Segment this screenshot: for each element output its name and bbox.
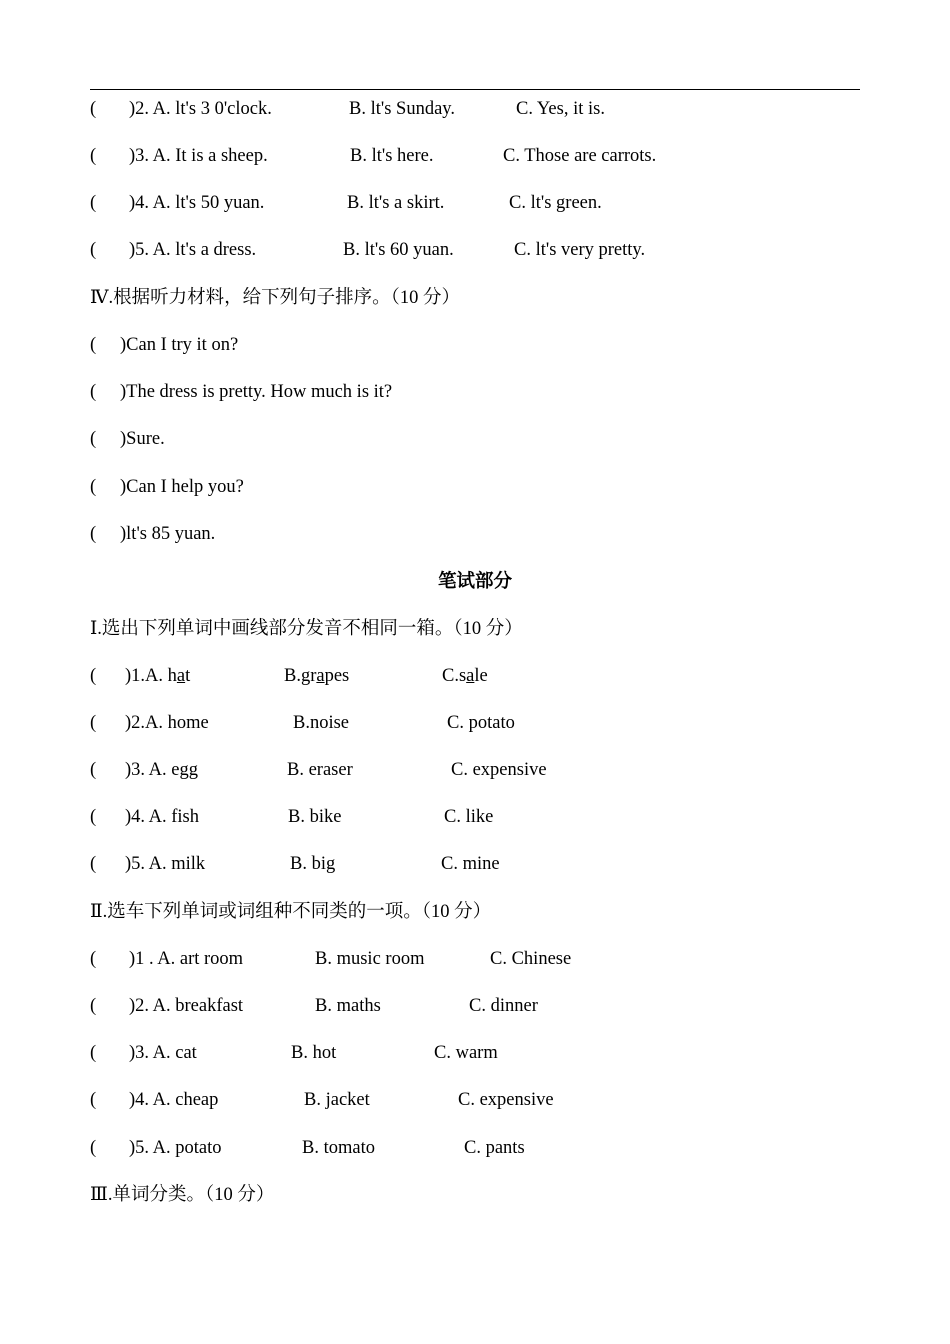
question-row [90, 238, 646, 262]
header-rule [90, 89, 860, 90]
option-a: )4. A. fish [125, 807, 199, 827]
option-b: B. hot [291, 1043, 337, 1063]
answer-blank: ( [90, 760, 97, 780]
option-c: C. pants [464, 1138, 525, 1158]
option-b: B. big [290, 854, 336, 874]
option-c: C. Those are carrots. [503, 146, 657, 166]
question-row [90, 947, 572, 971]
ordering-item [90, 522, 216, 546]
option-c: C. potato [447, 713, 515, 733]
ordering-item [90, 333, 239, 357]
answer-blank: ( [90, 949, 97, 969]
section-title: Ⅲ.单词分类。（10 分） [90, 1185, 275, 1205]
ordering-item [90, 427, 165, 451]
answer-blank: ( [90, 429, 97, 449]
answer-blank: ( [90, 335, 97, 355]
option-c: C. like [444, 807, 494, 827]
question-row [90, 852, 500, 876]
section-title: Ⅱ.选车下列单词或词组种不同类的一项。（10 分） [90, 902, 492, 922]
question-row [90, 805, 494, 829]
option-a: )5. A. milk [125, 854, 206, 874]
part-heading: 笔试部分 [437, 572, 512, 592]
option-a: )5. A. potato [129, 1138, 222, 1158]
answer-blank: ( [90, 146, 97, 166]
ordering-item [90, 380, 393, 404]
option-a: )1.A. hat [125, 666, 191, 686]
option-a: )4. A. lt's 50 yuan. [129, 193, 265, 213]
option-b: B. lt's a skirt. [347, 193, 445, 213]
sentence: )Can I try it on? [120, 335, 239, 355]
underlined-letter: a [316, 666, 325, 686]
answer-blank: ( [90, 477, 97, 497]
question-row [90, 1136, 525, 1160]
question-row [90, 144, 657, 168]
option-c: C. expensive [451, 760, 547, 780]
option-a: )2. A. breakfast [129, 996, 244, 1016]
underlined-letter: a [466, 666, 475, 686]
option-b: B. music room [315, 949, 425, 969]
option-a: )2. A. lt's 3 0'clock. [129, 99, 272, 119]
option-b: B. lt's Sunday. [349, 99, 455, 119]
section-title: Ⅳ.根据听力材料，给下列句子排序。（10 分） [90, 288, 460, 308]
answer-blank: ( [90, 99, 97, 119]
sentence: )Sure. [120, 429, 165, 449]
option-c: C. expensive [458, 1090, 554, 1110]
answer-blank: ( [90, 713, 97, 733]
sentence: )lt's 85 yuan. [120, 524, 216, 544]
option-b: B. lt's 60 yuan. [343, 240, 454, 260]
question-row [90, 1041, 498, 1065]
question-row [90, 664, 488, 688]
section-title: Ⅰ.选出下列单词中画线部分发音不相同一箱。（10 分） [90, 619, 523, 639]
answer-blank: ( [90, 193, 97, 213]
option-c: C. Yes, it is. [516, 99, 605, 119]
option-c: C. lt's green. [509, 193, 602, 213]
option-a: )4. A. cheap [129, 1090, 219, 1110]
option-a: )2.A. home [125, 713, 209, 733]
option-b: B. maths [315, 996, 381, 1016]
option-b: B. lt's here. [350, 146, 434, 166]
question-row [90, 1088, 554, 1112]
option-a: )1 . A. art room [129, 949, 244, 969]
option-b: B. eraser [287, 760, 353, 780]
option-a: )5. A. lt's a dress. [129, 240, 257, 260]
sentence: )Can I help you? [120, 477, 244, 497]
answer-blank: ( [90, 240, 97, 260]
underlined-letter: a [176, 666, 186, 686]
question-row [90, 711, 515, 735]
option-c: C.sale [442, 666, 488, 686]
answer-blank: ( [90, 807, 97, 827]
option-b: B. tomato [302, 1138, 375, 1158]
question-row [90, 97, 605, 121]
ordering-item [90, 475, 244, 499]
question-row [90, 758, 547, 782]
option-c: C. dinner [469, 996, 538, 1016]
option-a: )3. A. cat [129, 1043, 197, 1063]
answer-blank: ( [90, 524, 97, 544]
option-b: B.grapes [284, 666, 350, 686]
option-c: C. lt's very pretty. [514, 240, 646, 260]
option-c: C. warm [434, 1043, 498, 1063]
answer-blank: ( [90, 1090, 97, 1110]
answer-blank: ( [90, 854, 97, 874]
question-row [90, 994, 538, 1018]
option-a: )3. A. egg [125, 760, 198, 780]
option-b: B.noise [293, 713, 350, 733]
answer-blank: ( [90, 382, 97, 402]
question-row [90, 191, 602, 215]
option-a: )3. A. It is a sheep. [129, 146, 268, 166]
answer-blank: ( [90, 1043, 97, 1063]
option-c: C. Chinese [490, 949, 572, 969]
option-b: B. bike [288, 807, 342, 827]
sentence: )The dress is pretty. How much is it? [120, 382, 393, 402]
answer-blank: ( [90, 1138, 97, 1158]
option-c: C. mine [441, 854, 500, 874]
answer-blank: ( [90, 666, 97, 686]
answer-blank: ( [90, 996, 97, 1016]
option-b: B. jacket [304, 1090, 370, 1110]
